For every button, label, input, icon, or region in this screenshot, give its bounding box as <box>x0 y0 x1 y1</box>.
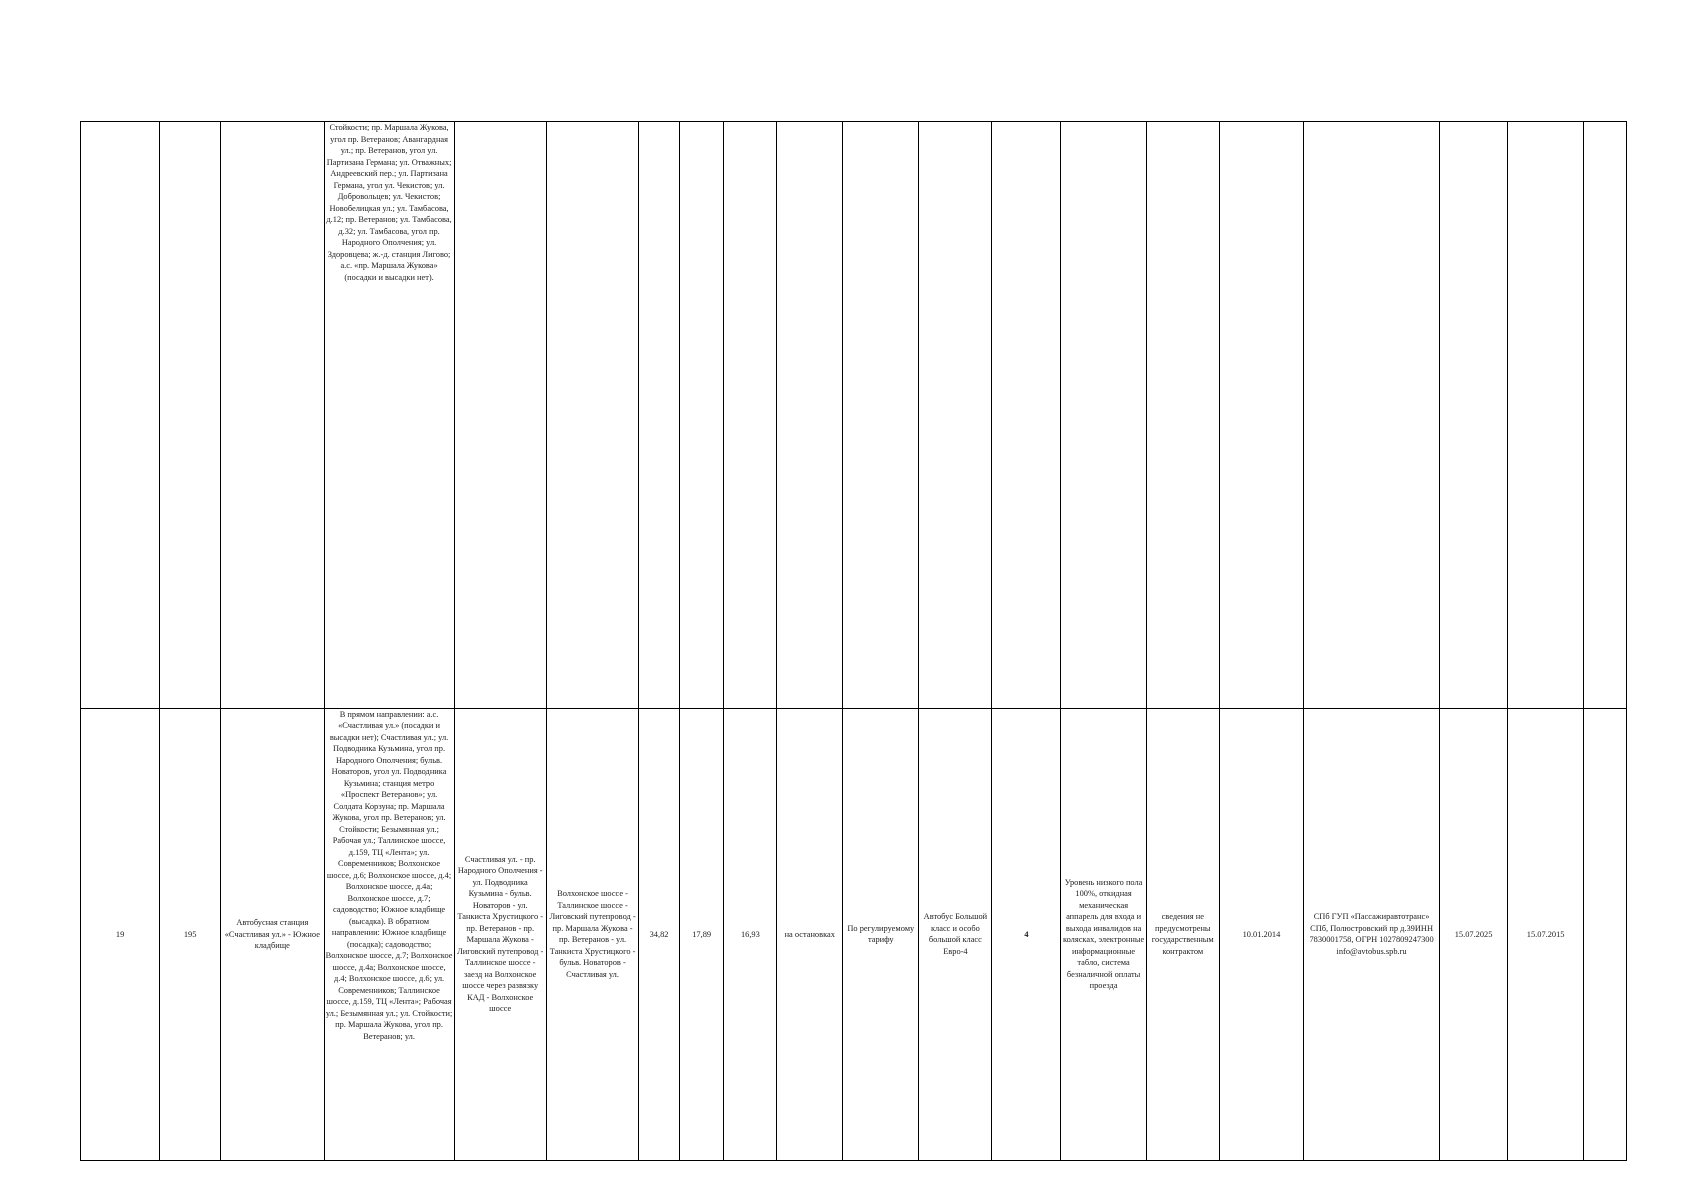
stops-cell: В прямом направлении: а.с. «Счастливая ул.» (посадки и высадки нет); Счастливая ул.; ул. Подводника Кузьмина, угол пр. Народного Ополчения; бульв. Новаторов, угол ул. Подводника Кузьмина; станция метро «Проспект Ветеранов»; ул. Солдата Корзуна; пр. Маршала Жукова, угол пр. Ветеранов; ул. Стойкости; Безымянная ул.; Рабочая ул.; Таллинское шоссе, д.159, ТЦ «Лента»; ул. Современников; Волхонское шоссе, д.6; Волхонское шоссе, д.4; Волхонское шоссе, д.4а; Волхонское шоссе, д.7; садоводство; Южное кладбище (высадка). В обратном направлении: Южное кладбище (посадка); садоводство; Волхонское шоссе, д.7; Волхонское шоссе, д.4а; Волхонское шоссе, д.4; Волхонское шоссе, д.6; ул. Современников; Таллинское шоссе, д.159, ТЦ «Лента»; Рабочая ул.; Безымянная ул.; ул. Стойкости; пр. Маршала Жукова, угол пр. Ветеранов; ул. <box>324 708 454 1160</box>
stop-order-cell: на остановках <box>777 708 843 1160</box>
stop-order-cell <box>777 122 843 709</box>
route-name-cell <box>221 122 325 709</box>
length-cell: 34,82 <box>639 708 680 1160</box>
streets-back-cell: Волхонское шоссе - Таллинское шоссе - Лиговский путепровод - пр. Маршала Жукова - пр. Ветеранов - ул. Танкиста Хрустицкого - бульв. Новаторов - Счастливая ул. <box>546 708 638 1160</box>
length-back-cell <box>724 122 777 709</box>
length-forward-cell: 17,89 <box>679 708 724 1160</box>
table-row <box>81 122 1627 709</box>
tariff-cell <box>843 122 919 709</box>
table-row <box>81 708 1627 1160</box>
route-name-cell: Автобусная станция «Счастливая ул.» - Южное кладбище <box>221 708 325 1160</box>
route-number-cell: 195 <box>160 708 221 1160</box>
vehicle-count-cell: 4 <box>992 708 1061 1160</box>
vehicle-cell <box>919 122 992 709</box>
contract-cell <box>1146 122 1219 709</box>
features-cell: Уровень низкого пола 100%, откидная механическая аппарель для входа и выхода инвалидов на колясках, электронные информационные табло, система безналичной оплаты проезда <box>1061 708 1146 1160</box>
streets-back-cell <box>546 122 638 709</box>
date2-cell: 15.07.2015 <box>1508 708 1584 1160</box>
row-number-cell <box>81 122 160 709</box>
length-forward-cell <box>679 122 724 709</box>
start-date-cell: 10.01.2014 <box>1219 708 1303 1160</box>
vehicle-cell: Автобус Большой класс и особо большой класс Евро-4 <box>919 708 992 1160</box>
last-cell <box>1584 122 1627 709</box>
streets-forward-cell: Счастливая ул. - пр. Народного Ополчения - ул. Подводника Кузьмина - бульв. Новаторов - ул. Танкиста Хрустицкого - пр. Ветеранов - пр. Маршала Жукова - Лиговский путепровод - Таллинское шоссе - заезд на Волхонское шоссе через развязку КАД - Волхонское шоссе <box>454 708 546 1160</box>
features-cell <box>1061 122 1146 709</box>
end-date-cell <box>1440 122 1508 709</box>
start-date-cell <box>1219 122 1303 709</box>
route-number-cell <box>160 122 221 709</box>
carrier-cell <box>1304 122 1440 709</box>
vehicle-count-cell <box>992 122 1061 709</box>
date2-cell <box>1508 122 1584 709</box>
contract-cell: сведения не предусмотрены государственным контрактом <box>1146 708 1219 1160</box>
last-cell <box>1584 708 1627 1160</box>
route-registry-table <box>80 121 1627 1161</box>
length-cell <box>639 122 680 709</box>
end-date-cell: 15.07.2025 <box>1440 708 1508 1160</box>
streets-forward-cell <box>454 122 546 709</box>
tariff-cell: По регулируемому тарифу <box>843 708 919 1160</box>
row-number-cell: 19 <box>81 708 160 1160</box>
carrier-cell: СПб ГУП «Пассажиравтотранс» СПб, Полюстровский пр д.39ИНН 7830001758, ОГРН 1027809247300 info@avtobus.spb.ru <box>1304 708 1440 1160</box>
length-back-cell: 16,93 <box>724 708 777 1160</box>
stops-cell: Стойкости; пр. Маршала Жукова, угол пр. Ветеранов; Авангардная ул.; пр. Ветеранов, угол ул. Партизана Германа; ул. Отважных; Андреевский пер.; ул. Партизана Германа, угол ул. Чекистов; ул. Добровольцев; ул. Чекистов; Новобелицкая ул.; ул. Тамбасова, д.12; пр. Ветеранов; ул. Тамбасова, д.32; ул. Тамбасова, угол пр. Народного Ополчения; ул. Здоровцева; ж.-д. станция Лигово; а.с. «пр. Маршала Жукова» (посадки и высадки нет). <box>324 122 454 709</box>
